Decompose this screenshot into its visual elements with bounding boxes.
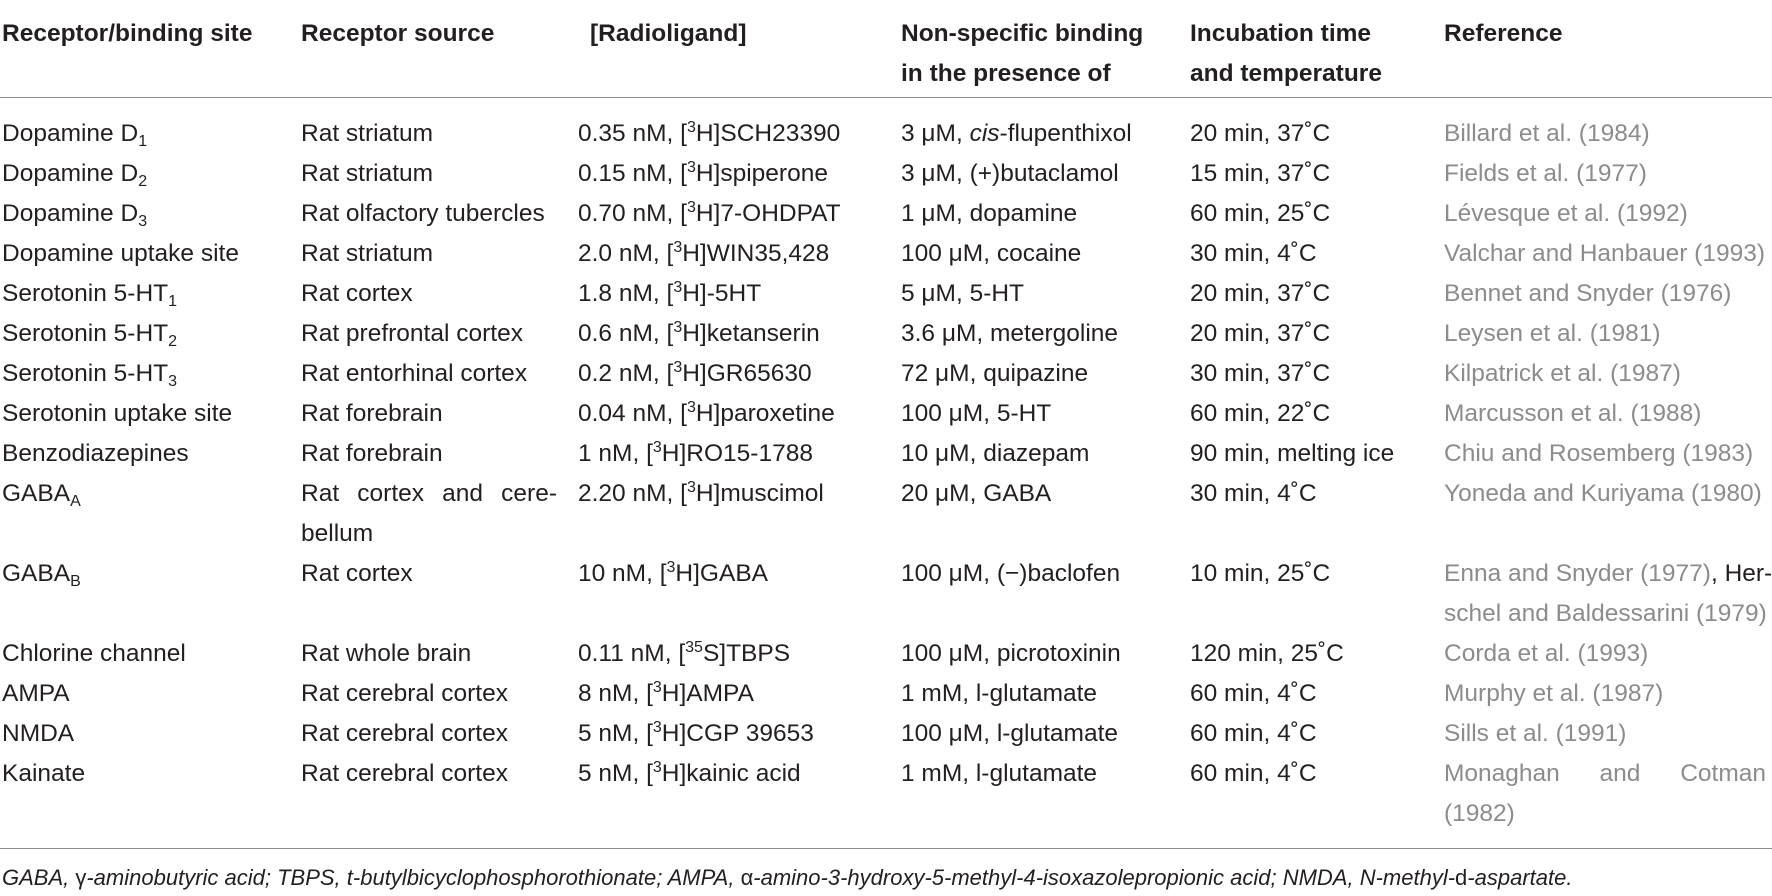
- cell-nonspecific: [901, 554, 1120, 594]
- cell-nonspecific: [901, 474, 1051, 514]
- site-name: AMPA: [2, 680, 70, 707]
- footnote-text: GABA,: [2, 865, 76, 890]
- cell-source: Rat whole brain: [301, 640, 472, 667]
- cell-nonspecific: [901, 354, 1088, 394]
- ligand-name: H]-5HT: [682, 280, 762, 307]
- cell-nonspecific: [901, 634, 1121, 674]
- cell-radioligand: [578, 394, 835, 434]
- reference-text: Enna and Snyder (1977): [1444, 560, 1711, 587]
- cell-incubation: 20 min, 37˚C: [1190, 280, 1331, 307]
- footnote-text: -amino-3-hydroxy-5-methyl-4-isoxazolepropionic acid; NMDA, N-methyl-: [753, 865, 1456, 890]
- nsb-italic: cis: [969, 120, 1000, 147]
- ligand-isotope: 3: [686, 159, 696, 176]
- cell-radioligand: [578, 154, 828, 194]
- cell-source: Rat olfactory tubercles: [301, 200, 545, 227]
- cell-site: [2, 314, 177, 354]
- cell-radioligand: [578, 234, 829, 274]
- cell-incubation: 60 min, 4˚C: [1190, 680, 1317, 707]
- ligand-conc: 0.6 nM, [: [578, 320, 674, 347]
- site-subscript: A: [70, 493, 81, 510]
- cell-radioligand: [578, 674, 754, 714]
- cell-site: [2, 394, 232, 434]
- cell-site: [2, 114, 147, 154]
- ligand-conc: 0.04 nM, [: [578, 400, 687, 427]
- cell-source: [301, 474, 557, 554]
- cell-site: [2, 714, 74, 754]
- footnote: [2, 863, 1572, 893]
- ligand-name: H]RO15-1788: [661, 440, 813, 467]
- header-incubation-line1: Incubation time: [1190, 20, 1372, 47]
- cell-reference: [1444, 754, 1766, 834]
- nsb-text: 3 μM,: [901, 120, 970, 147]
- ligand-isotope: 3: [673, 239, 683, 256]
- cell-incubation: 60 min, 22˚C: [1190, 400, 1331, 427]
- cell-source: Rat cortex: [301, 560, 413, 587]
- ligand-conc: 10 nM, [: [578, 560, 667, 587]
- cell-source: Rat striatum: [301, 120, 434, 147]
- site-name: Kainate: [2, 760, 86, 787]
- cell-site: [2, 674, 70, 714]
- cell-incubation: 30 min, 4˚C: [1190, 240, 1317, 267]
- nsb-text: 1 mM, l-glutamate: [901, 680, 1098, 707]
- footnote-text: -aspartate.: [1467, 865, 1573, 890]
- nsb-text: 1 μM, dopamine: [901, 200, 1078, 227]
- cell-site: [2, 354, 177, 394]
- cell-nonspecific: [901, 754, 1097, 794]
- header-site: Receptor/binding site: [2, 20, 253, 47]
- cell-incubation: 60 min, 4˚C: [1190, 720, 1317, 747]
- bottom-rule: [0, 848, 1772, 849]
- header-rule: [0, 97, 1772, 98]
- reference-text: , Her-: [1710, 560, 1772, 587]
- cell-nonspecific: [901, 714, 1118, 754]
- ligand-name: H]GR65630: [682, 360, 812, 387]
- ligand-name: H]muscimol: [695, 480, 824, 507]
- ligand-isotope: 3: [686, 119, 696, 136]
- ligand-conc: 0.70 nM, [: [578, 200, 687, 227]
- cell-reference: Corda et al. (1993): [1444, 640, 1649, 667]
- source-word: and: [442, 480, 484, 507]
- ligand-name: H]spiperone: [695, 160, 828, 187]
- ligand-name: H]SCH23390: [695, 120, 841, 147]
- ligand-isotope: 35: [685, 639, 703, 656]
- cell-incubation: 15 min, 37˚C: [1190, 160, 1331, 187]
- ligand-isotope: 3: [652, 719, 662, 736]
- ligand-name: S]TBPS: [702, 640, 791, 667]
- ligand-conc: 2.20 nM, [: [578, 480, 687, 507]
- cell-reference: Valchar and Hanbauer (1993): [1444, 240, 1765, 267]
- nsb-text: 3.6 μM, metergoline: [901, 320, 1119, 347]
- site-name: GABA: [2, 480, 71, 507]
- site-subscript: 3: [168, 373, 178, 390]
- cell-reference: [1444, 554, 1772, 634]
- nsb-text: 100 μM, 5-HT: [901, 400, 1052, 427]
- nsb-text: 3 μM, (+)butaclamol: [901, 160, 1119, 187]
- ligand-isotope: 3: [652, 679, 662, 696]
- cell-reference: Marcusson et al. (1988): [1444, 400, 1702, 427]
- reference-line: [1444, 754, 1766, 794]
- header-ligand: [Radioligand]: [590, 20, 747, 47]
- header-nsb: [901, 14, 1143, 94]
- ligand-isotope: 3: [652, 759, 662, 776]
- reference-line: [1444, 554, 1772, 594]
- ligand-name: H]WIN35,428: [682, 240, 830, 267]
- reference-line: schel and Baldessarini (1979): [1444, 600, 1767, 627]
- ligand-isotope: 3: [673, 319, 683, 336]
- site-name: Dopamine uptake site: [2, 240, 239, 267]
- nsb-text: 100 μM, picrotoxinin: [901, 640, 1121, 667]
- ligand-conc: 0.11 nM, [: [578, 640, 686, 667]
- header-reference: Reference: [1444, 20, 1563, 47]
- cell-source: Rat entorhinal cortex: [301, 360, 528, 387]
- source-word: cere-: [501, 480, 557, 507]
- cell-nonspecific: [901, 194, 1077, 234]
- cell-radioligand: [578, 754, 801, 794]
- cell-nonspecific: [901, 274, 1024, 314]
- cell-source: Rat prefrontal cortex: [301, 320, 523, 347]
- cell-radioligand: [578, 354, 812, 394]
- header-nsb-line2: in the presence of: [901, 60, 1111, 87]
- ligand-conc: 0.35 nM, [: [578, 120, 687, 147]
- cell-nonspecific: [901, 154, 1119, 194]
- cell-nonspecific: [901, 114, 1132, 154]
- site-name: Dopamine D: [2, 160, 139, 187]
- header-source: Receptor source: [301, 20, 495, 47]
- ligand-isotope: 3: [686, 399, 696, 416]
- nsb-text: 5 μM, 5-HT: [901, 280, 1025, 307]
- ligand-name: H]kainic acid: [661, 760, 801, 787]
- cell-site: [2, 754, 85, 794]
- cell-site: [2, 474, 81, 514]
- footnote-d: d: [1455, 865, 1468, 890]
- cell-radioligand: [578, 554, 768, 594]
- cell-reference: Bennet and Snyder (1976): [1444, 280, 1732, 307]
- cell-radioligand: [578, 114, 840, 154]
- cell-radioligand: [578, 314, 820, 354]
- cell-site: [2, 634, 186, 674]
- cell-incubation: 90 min, melting ice: [1190, 440, 1395, 467]
- ligand-name: H]7-OHDPAT: [695, 200, 841, 227]
- ligand-name: H]AMPA: [661, 680, 754, 707]
- site-name: Dopamine D: [2, 200, 139, 227]
- site-name: Chlorine channel: [2, 640, 186, 667]
- cell-nonspecific: [901, 314, 1118, 354]
- cell-radioligand: [578, 274, 761, 314]
- ligand-name: H]GABA: [675, 560, 769, 587]
- site-name: Dopamine D: [2, 120, 139, 147]
- ligand-name: H]paroxetine: [695, 400, 835, 427]
- cell-site: [2, 154, 147, 194]
- cell-site: [2, 274, 177, 314]
- site-name: Serotonin 5-HT: [2, 280, 169, 307]
- cell-source: Rat forebrain: [301, 440, 443, 467]
- ligand-conc: 0.15 nM, [: [578, 160, 687, 187]
- cell-reference: Sills et al. (1991): [1444, 720, 1627, 747]
- site-name: Serotonin 5-HT: [2, 360, 169, 387]
- cell-incubation: 60 min, 4˚C: [1190, 760, 1317, 787]
- ligand-name: H]ketanserin: [682, 320, 820, 347]
- cell-radioligand: [578, 434, 813, 474]
- site-subscript: 2: [138, 173, 148, 190]
- site-subscript: B: [70, 573, 81, 590]
- header-incubation-line2: and temperature: [1190, 60, 1382, 87]
- cell-incubation: 10 min, 25˚C: [1190, 560, 1331, 587]
- cell-radioligand: [578, 474, 824, 514]
- ligand-conc: 5 nM, [: [578, 760, 653, 787]
- header-incubation: [1190, 14, 1382, 94]
- cell-source: Rat cortex: [301, 280, 413, 307]
- cell-nonspecific: [901, 234, 1081, 274]
- cell-reference: Yoneda and Kuriyama (1980): [1444, 480, 1762, 507]
- nsb-text: 1 mM, l-glutamate: [901, 760, 1098, 787]
- cell-nonspecific: [901, 394, 1051, 434]
- ligand-isotope: 3: [686, 199, 696, 216]
- footnote-alpha: α: [740, 865, 754, 890]
- ligand-conc: 2.0 nM, [: [578, 240, 674, 267]
- ligand-conc: 8 nM, [: [578, 680, 653, 707]
- cell-radioligand: [578, 194, 841, 234]
- cell-reference: Fields et al. (1977): [1444, 160, 1647, 187]
- cell-incubation: 20 min, 37˚C: [1190, 120, 1331, 147]
- cell-reference: Billard et al. (1984): [1444, 120, 1650, 147]
- ligand-isotope: 3: [666, 559, 676, 576]
- ligand-conc: 5 nM, [: [578, 720, 653, 747]
- reference-word: Cotman: [1680, 760, 1766, 787]
- cell-incubation: 30 min, 4˚C: [1190, 480, 1317, 507]
- cell-source: Rat cerebral cortex: [301, 720, 508, 747]
- cell-nonspecific: [901, 434, 1089, 474]
- footnote-gamma: γ: [75, 865, 87, 890]
- ligand-conc: 0.2 nM, [: [578, 360, 674, 387]
- cell-incubation: 30 min, 37˚C: [1190, 360, 1331, 387]
- nsb-text: 100 μM, l-glutamate: [901, 720, 1119, 747]
- cell-reference: Kilpatrick et al. (1987): [1444, 360, 1681, 387]
- nsb-text: 10 μM, diazepam: [901, 440, 1090, 467]
- cell-radioligand: [578, 634, 790, 674]
- cell-reference: Murphy et al. (1987): [1444, 680, 1664, 707]
- source-word: cortex: [357, 480, 424, 507]
- cell-site: [2, 234, 239, 274]
- cell-nonspecific: [901, 674, 1097, 714]
- cell-incubation: 60 min, 25˚C: [1190, 200, 1331, 227]
- source-line: bellum: [301, 520, 374, 547]
- cell-radioligand: [578, 714, 814, 754]
- reference-word: Monaghan: [1444, 760, 1560, 787]
- ligand-conc: 1.8 nM, [: [578, 280, 674, 307]
- ligand-name: H]CGP 39653: [661, 720, 814, 747]
- footnote-text: -aminobutyric acid; TBPS, t-butylbicyclophosphorothionate; AMPA,: [86, 865, 741, 890]
- cell-reference: Leysen et al. (1981): [1444, 320, 1661, 347]
- ligand-conc: 1 nM, [: [578, 440, 653, 467]
- nsb-text: -flupenthixol: [999, 120, 1132, 147]
- cell-source: Rat striatum: [301, 240, 434, 267]
- cell-reference: Lévesque et al. (1992): [1444, 200, 1688, 227]
- site-subscript: 3: [138, 213, 148, 230]
- cell-site: [2, 194, 147, 234]
- ligand-isotope: 3: [673, 359, 683, 376]
- site-subscript: 1: [168, 293, 178, 310]
- source-word: Rat: [301, 480, 340, 507]
- reference-line: (1982): [1444, 800, 1515, 827]
- header-nsb-line1: Non-specific binding: [901, 20, 1144, 47]
- ligand-isotope: 3: [652, 439, 662, 456]
- reference-word: and: [1599, 760, 1641, 787]
- ligand-isotope: 3: [686, 479, 696, 496]
- cell-source: Rat cerebral cortex: [301, 760, 508, 787]
- nsb-text: 100 μM, cocaine: [901, 240, 1082, 267]
- cell-incubation: 20 min, 37˚C: [1190, 320, 1331, 347]
- site-name: Serotonin 5-HT: [2, 320, 169, 347]
- cell-source: Rat striatum: [301, 160, 434, 187]
- cell-source: Rat forebrain: [301, 400, 443, 427]
- nsb-text: 100 μM, (−)baclofen: [901, 560, 1121, 587]
- cell-site: [2, 554, 81, 594]
- site-subscript: 2: [168, 333, 178, 350]
- nsb-text: 72 μM, quipazine: [901, 360, 1089, 387]
- site-name: GABA: [2, 560, 71, 587]
- source-line: [301, 474, 557, 514]
- site-name: NMDA: [2, 720, 75, 747]
- site-name: Serotonin uptake site: [2, 400, 233, 427]
- nsb-text: 20 μM, GABA: [901, 480, 1052, 507]
- cell-source: Rat cerebral cortex: [301, 680, 508, 707]
- site-subscript: 1: [138, 133, 148, 150]
- site-name: Benzodiazepines: [2, 440, 189, 467]
- cell-incubation: 120 min, 25˚C: [1190, 640, 1344, 667]
- cell-site: [2, 434, 189, 474]
- cell-reference: Chiu and Rosemberg (1983): [1444, 440, 1754, 467]
- ligand-isotope: 3: [673, 279, 683, 296]
